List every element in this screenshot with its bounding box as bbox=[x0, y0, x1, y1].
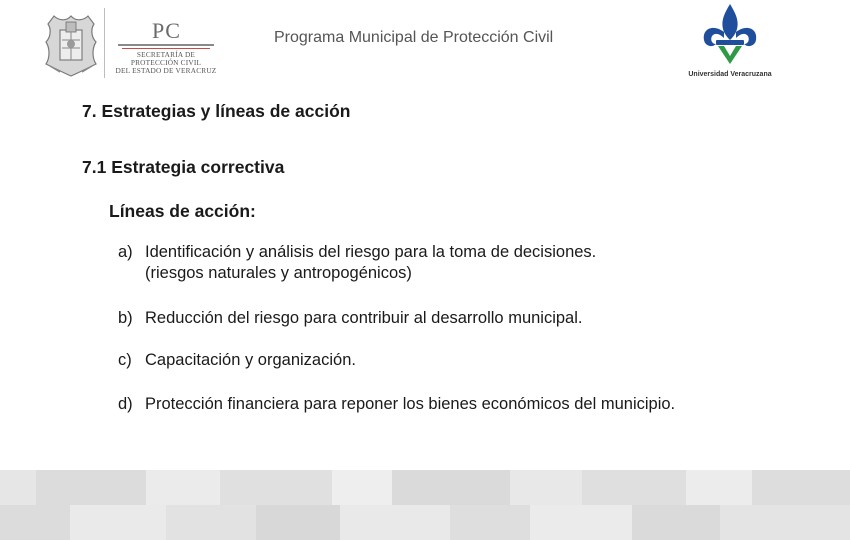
pc-rule-accent bbox=[122, 48, 210, 49]
footer-tile bbox=[392, 470, 510, 505]
footer-tile bbox=[450, 505, 530, 540]
list-item-text: Reducción del riesgo para contribuir al desarrollo municipal. bbox=[145, 309, 583, 327]
footer-tile bbox=[220, 470, 332, 505]
list-item bbox=[118, 394, 675, 415]
list-marker: c) bbox=[118, 351, 132, 369]
pc-subtitle bbox=[112, 51, 220, 75]
list-item bbox=[118, 350, 356, 371]
footer-tile bbox=[256, 505, 340, 540]
footer-tile bbox=[752, 470, 850, 505]
list-marker: b) bbox=[118, 309, 133, 327]
footer-tile bbox=[686, 470, 752, 505]
pc-subtitle-line: DEL ESTADO DE VERACRUZ bbox=[115, 66, 217, 75]
proteccion-civil-logo bbox=[112, 18, 220, 76]
list-item-continuation: (riesgos naturales y antropogénicos) bbox=[145, 264, 412, 282]
pc-letters: PC bbox=[152, 18, 181, 43]
footer-tile bbox=[632, 505, 720, 540]
footer-tile bbox=[332, 470, 392, 505]
uv-logo-text: Universidad Veracruzana bbox=[688, 71, 772, 78]
footer-tile bbox=[340, 505, 450, 540]
subsection-heading: 7.1 Estrategia correctiva bbox=[82, 157, 285, 177]
header-divider bbox=[104, 8, 105, 78]
footer-tile bbox=[720, 505, 850, 540]
footer-tile bbox=[36, 470, 146, 505]
footer-tile bbox=[0, 470, 36, 505]
decorative-footer bbox=[0, 470, 850, 540]
pc-subtitle-line: SECRETARÍA DE bbox=[136, 50, 196, 59]
list-marker: d) bbox=[118, 395, 133, 413]
pc-rule bbox=[118, 44, 214, 46]
list-marker: a) bbox=[118, 243, 133, 261]
fleur-de-lis-icon bbox=[680, 2, 780, 70]
list-item-text: Identificación y análisis del riesgo para la toma de decisiones. bbox=[145, 243, 597, 261]
section-heading: 7. Estrategias y líneas de acción bbox=[82, 101, 351, 121]
list-item bbox=[118, 242, 597, 282]
footer-tile bbox=[582, 470, 686, 505]
universidad-veracruzana-logo bbox=[680, 2, 780, 82]
pc-subtitle-line: PROTECCIÓN CIVIL bbox=[130, 58, 202, 67]
lines-heading: Líneas de acción: bbox=[109, 201, 256, 221]
footer-tile bbox=[510, 470, 582, 505]
footer-tile bbox=[166, 505, 256, 540]
footer-tile bbox=[146, 470, 220, 505]
list-item-text: Capacitación y organización. bbox=[145, 351, 356, 369]
footer-tile bbox=[0, 505, 70, 540]
list-item-text: Protección financiera para reponer los bienes económicos del municipio. bbox=[145, 395, 676, 413]
list-item bbox=[118, 308, 582, 329]
veracruz-crest-icon bbox=[40, 12, 102, 80]
page-header bbox=[0, 0, 850, 90]
program-title: Programa Municipal de Protección Civil bbox=[274, 29, 554, 46]
footer-tile bbox=[70, 505, 166, 540]
footer-tile bbox=[530, 505, 632, 540]
